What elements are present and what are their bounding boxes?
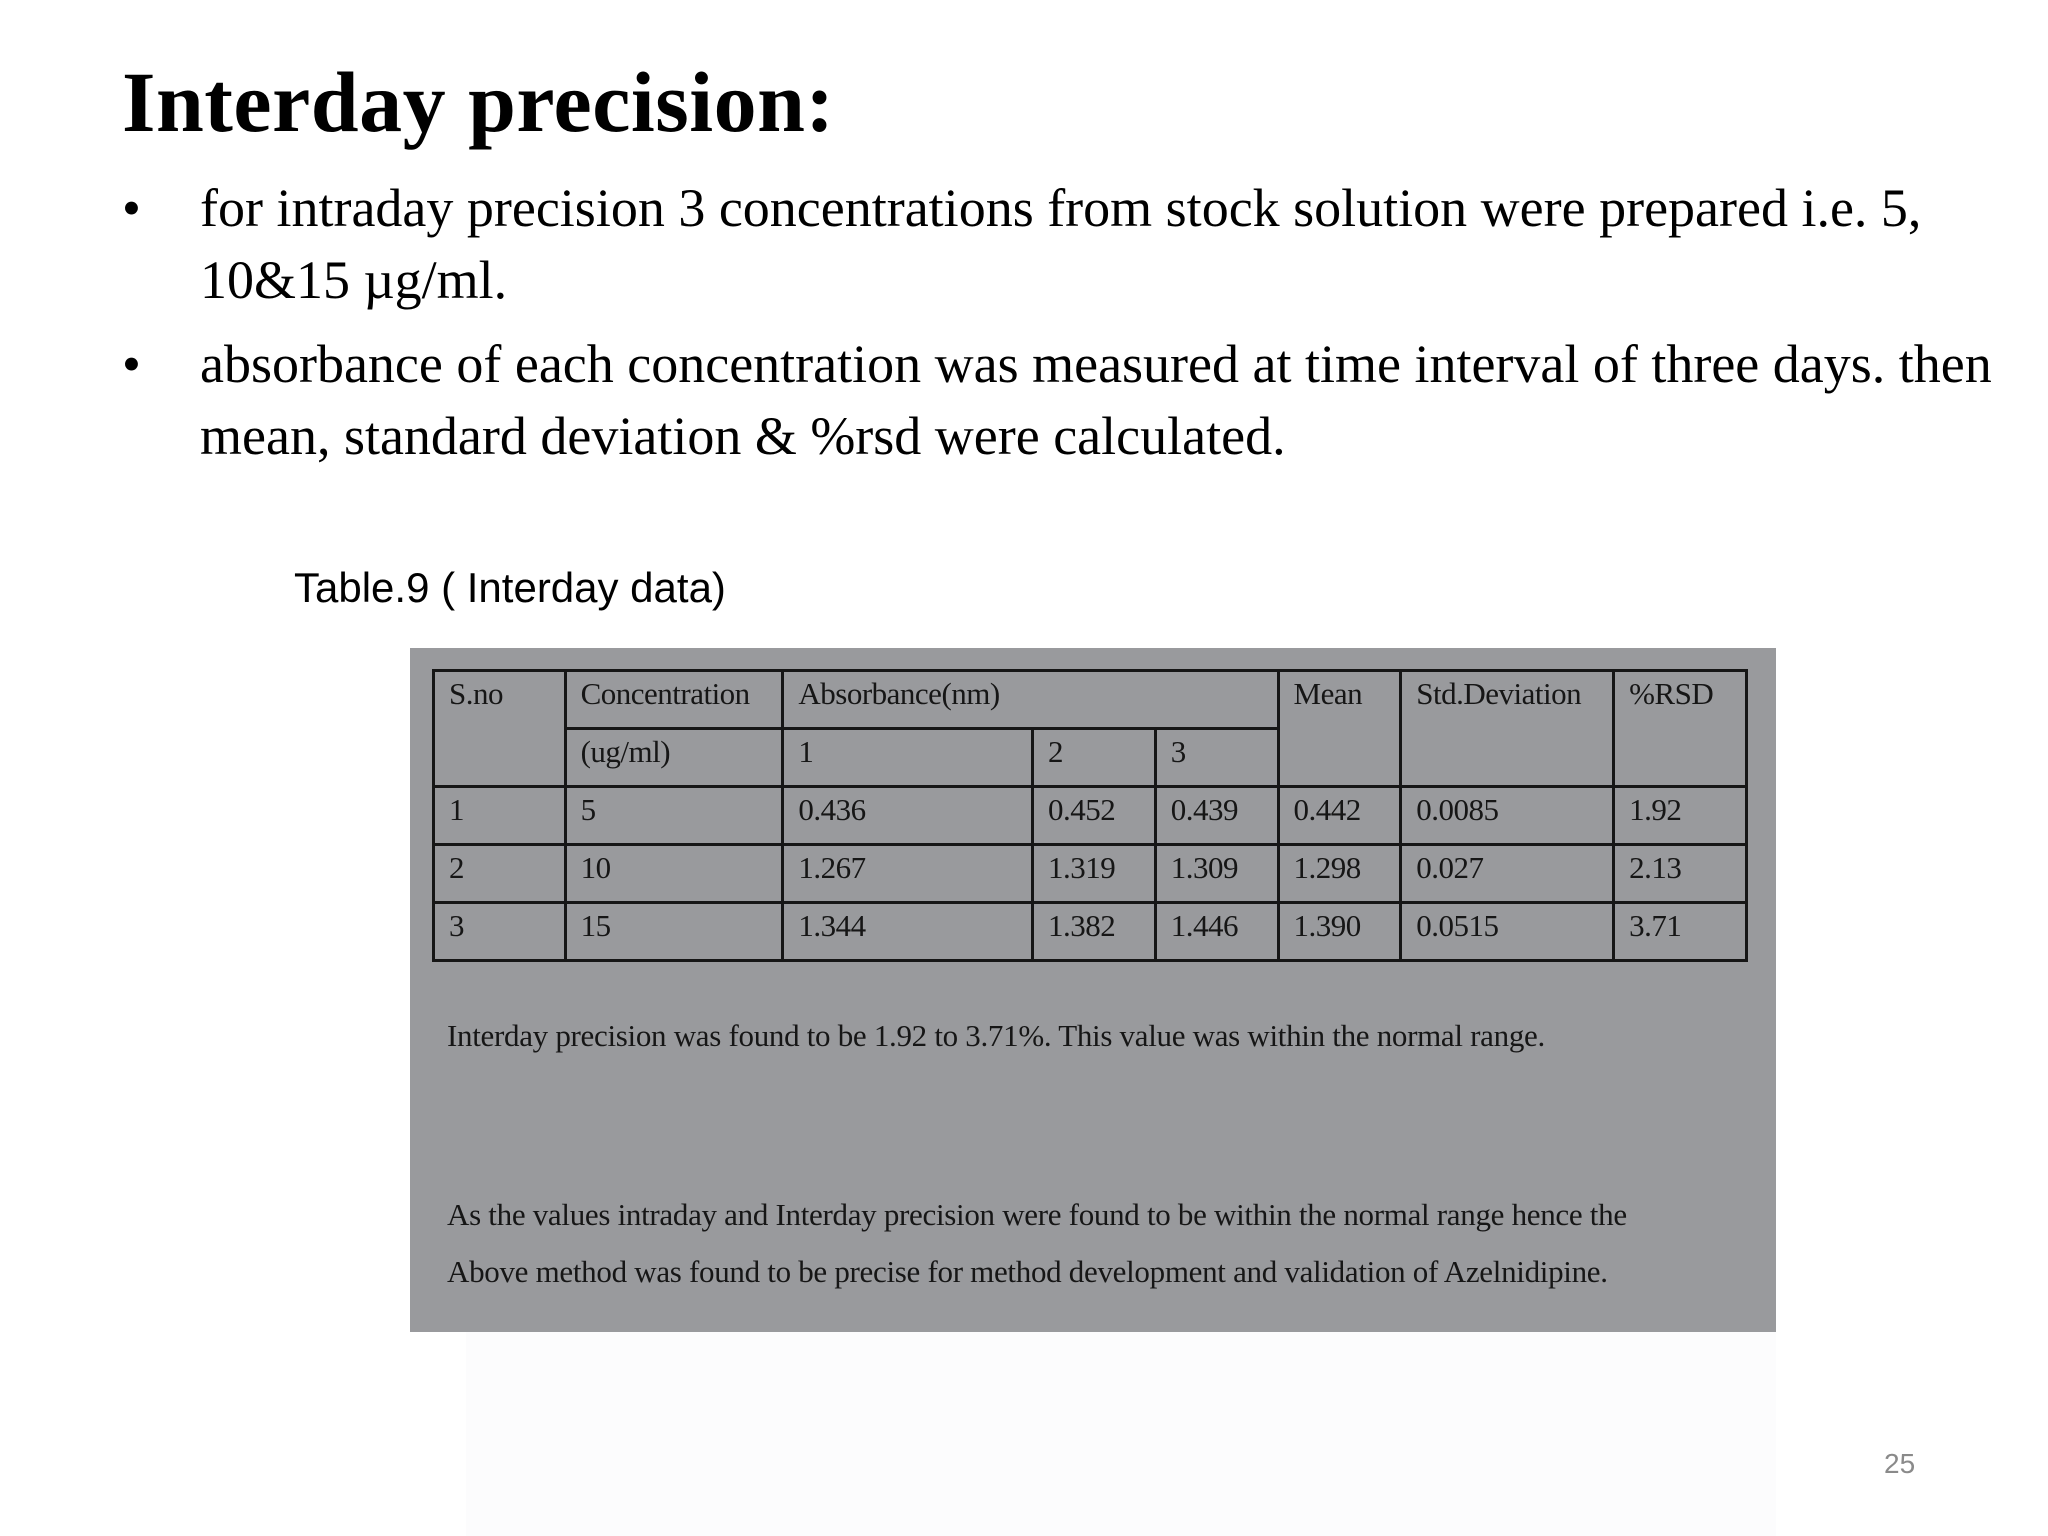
- bullet-text: for intraday precision 3 concentrations from stock solution were prepared i.e. 5, 10&15 µg/ml.: [200, 178, 1922, 310]
- bullet-marker: •: [122, 334, 141, 394]
- header-concentration-unit: (ug/ml): [565, 729, 783, 787]
- cell-sno: 3: [434, 903, 566, 961]
- page-number: 25: [1884, 1448, 1916, 1479]
- header-rsd: %RSD: [1614, 671, 1747, 787]
- header-mean: Mean: [1278, 671, 1401, 787]
- cell-concentration: 15: [565, 903, 783, 961]
- table-row: [434, 845, 1747, 903]
- cell-std-deviation: 0.027: [1401, 845, 1614, 903]
- cell-std-deviation: 0.0515: [1401, 903, 1614, 961]
- cell-abs-1: 0.436: [783, 787, 1033, 845]
- cell-mean: 1.298: [1278, 845, 1401, 903]
- bullet-marker: •: [122, 178, 141, 238]
- interday-data-table: [432, 669, 1748, 962]
- slide-title: Interday precision:: [122, 54, 835, 150]
- cell-abs-2: 1.382: [1032, 903, 1155, 961]
- cell-rsd: 3.71: [1614, 903, 1747, 961]
- bullet-item: [122, 328, 2002, 472]
- cell-abs-1: 1.267: [783, 845, 1033, 903]
- bullet-item: [122, 172, 2002, 316]
- conclusion-note: [447, 1186, 1747, 1300]
- cell-abs-3: 0.439: [1155, 787, 1278, 845]
- cell-abs-3: 1.446: [1155, 903, 1278, 961]
- cell-abs-2: 0.452: [1032, 787, 1155, 845]
- table-caption: Table.9 ( Interday data): [294, 564, 726, 611]
- cell-sno: 1: [434, 787, 566, 845]
- bullet-list: [122, 172, 2002, 484]
- table-row: [434, 787, 1747, 845]
- precision-note: Interday precision was found to be 1.92 to 3.71%. This value was within the normal range.: [447, 1018, 1545, 1053]
- cell-abs-2: 1.319: [1032, 845, 1155, 903]
- table-header-row: [434, 671, 1747, 729]
- header-std-deviation: Std.Deviation: [1401, 671, 1614, 787]
- cell-sno: 2: [434, 845, 566, 903]
- table-image: [410, 648, 1776, 1332]
- header-abs-2: 2: [1032, 729, 1155, 787]
- cell-abs-3: 1.309: [1155, 845, 1278, 903]
- header-concentration: Concentration: [565, 671, 783, 729]
- bullet-text: absorbance of each concentration was measured at time interval of three days. then mean, standard deviation & %rsd were calculated.: [200, 334, 1992, 466]
- header-abs-1: 1: [783, 729, 1033, 787]
- header-sno: S.no: [434, 671, 566, 787]
- cell-mean: 1.390: [1278, 903, 1401, 961]
- conclusion-line: Above method was found to be precise for method development and validation of Azelnidipine.: [447, 1254, 1608, 1289]
- cell-concentration: 5: [565, 787, 783, 845]
- cell-rsd: 1.92: [1614, 787, 1747, 845]
- table-row: [434, 903, 1747, 961]
- header-abs-3: 3: [1155, 729, 1278, 787]
- cell-abs-1: 1.344: [783, 903, 1033, 961]
- header-absorbance: Absorbance(nm): [783, 671, 1278, 729]
- cell-std-deviation: 0.0085: [1401, 787, 1614, 845]
- cell-mean: 0.442: [1278, 787, 1401, 845]
- cell-concentration: 10: [565, 845, 783, 903]
- cell-rsd: 2.13: [1614, 845, 1747, 903]
- image-shadow: [466, 1332, 1776, 1536]
- conclusion-line: As the values intraday and Interday precision were found to be within the normal range hence the: [447, 1197, 1627, 1232]
